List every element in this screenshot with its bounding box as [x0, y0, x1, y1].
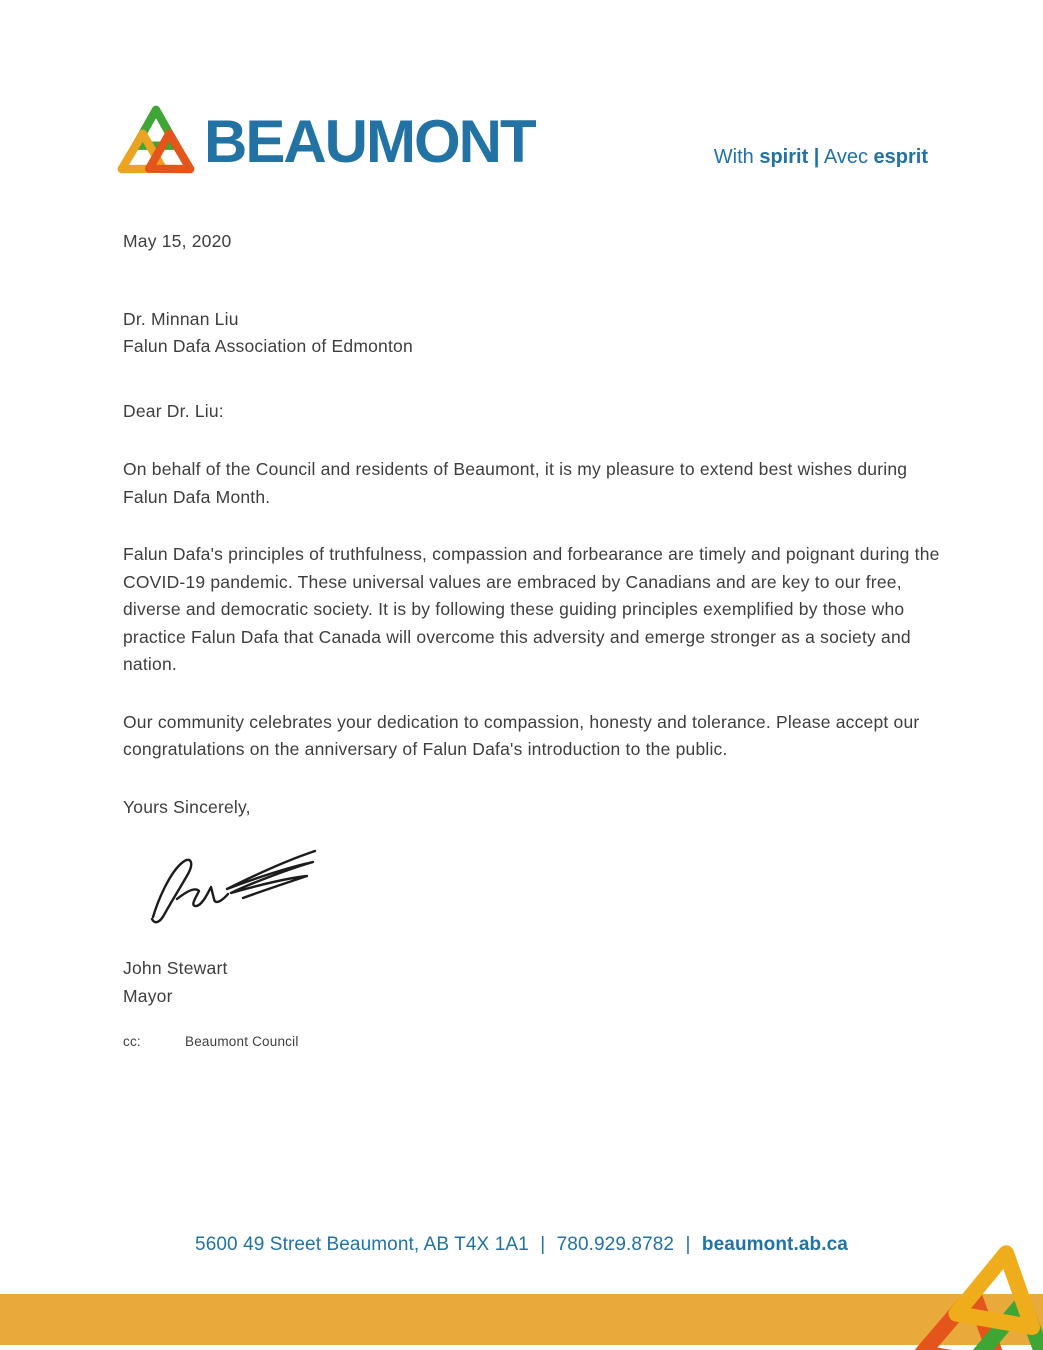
cc-label: cc:	[123, 1034, 141, 1049]
paragraph-1: On behalf of the Council and residents of Beaumont, it is my pleasure to extend best wishes during Falun Dafa Month.	[123, 459, 908, 507]
recipient-name: Dr. Minnan Liu	[123, 308, 239, 329]
recipient-block	[123, 306, 943, 361]
corner-trefoil-icon	[894, 1212, 1043, 1350]
footer-website: beaumont.ab.ca	[701, 1234, 848, 1255]
tagline-with: With	[713, 146, 754, 168]
tagline-avec: Avec	[823, 146, 868, 168]
footer-separator-2: |	[685, 1234, 691, 1255]
salutation: Dear Dr. Liu:	[123, 400, 224, 421]
tagline-esprit: esprit	[873, 146, 928, 168]
signer-title: Mayor	[123, 985, 173, 1006]
cc-line	[123, 1032, 943, 1052]
beaumont-trefoil-icon	[110, 96, 202, 188]
cc-value: Beaumont Council	[185, 1034, 299, 1049]
tagline-spirit: spirit	[759, 146, 809, 168]
tagline-separator: |	[813, 146, 820, 168]
letter-body	[123, 228, 943, 1052]
footer-contact-line	[0, 1234, 1043, 1256]
signer-name: John Stewart	[123, 958, 228, 978]
footer-separator-1: |	[540, 1234, 546, 1255]
paragraph-2: Falun Dafa's principles of truthfulness, compassion and forbearance are timely and poignant during the COVID-19 pandemic. These universal values are embraced by Canadians and are key to our free, diverse and democratic society. It is by following these guiding principles exemplified by those who practice Falun Dafa that Canada will overcome this adversity and emerge stronger as a society and nation.	[123, 544, 940, 674]
paragraph-3: Our community celebrates your dedication to compassion, honesty and tolerance. Please accept our congratulations on the anniversary of Falun Dafa's introduction to the public.	[123, 711, 920, 759]
recipient-organization: Falun Dafa Association of Edmonton	[123, 336, 413, 356]
closing-phrase: Yours Sincerely,	[123, 796, 251, 817]
signature-image	[137, 837, 337, 929]
beaumont-logo	[110, 96, 535, 188]
letter-date: May 15, 2020	[123, 231, 232, 251]
brand-name: BEAUMONT	[204, 108, 535, 175]
footer-accent-bar	[0, 1294, 1043, 1345]
footer-phone: 780.929.8782	[556, 1234, 675, 1255]
footer-address: 5600 49 Street Beaumont, AB T4X 1A1	[195, 1234, 529, 1255]
brand-tagline	[714, 146, 928, 169]
